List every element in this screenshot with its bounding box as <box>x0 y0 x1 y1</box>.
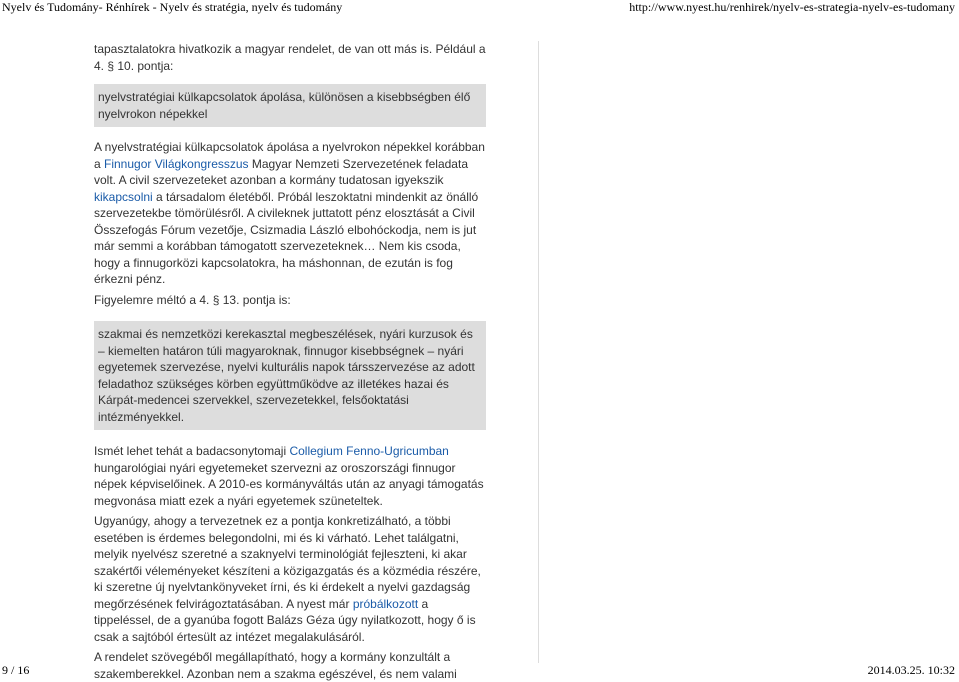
paragraph-intro: tapasztalatokra hivatkozik a magyar rendelet, de van ott más is. Például a 4. § 10. pontja: <box>94 42 486 73</box>
link-kikapcsolni[interactable]: kikapcsolni <box>94 189 153 204</box>
link-finnugor-vilagkongresszus[interactable]: Finnugor Világkongresszus <box>104 156 249 171</box>
paragraph-civil: A nyelvstratégiai külkapcsolatok ápolása a nyelvrokon népekkel korábban a Finnugor Világkongresszus Magyar Nemzeti Szervezetének feladata volt. A civil szervezeteket azonban a kormány tudatosan igyekszik kikapcsolni a társadalom életéből. Próbál leszoktatni mindenkit az önálló szervezetekbe tömörülésről. A civileknek juttatott pénz elosztását a Civil Összefogás Fórum vezetője, Csizmadia László elbohóckodja, nem is jut már semmi a korábban támogatott szervezeteknek… Nem kis csoda, hogy a finnugorközi kapcsolatokra, ha máshonnan, de ezután is fog érkezni pénz. <box>94 140 485 286</box>
print-header-url: http://www.nyest.hu/renhirek/nyelv-es-strategia-nyelv-es-tudomany <box>629 0 955 14</box>
article-body <box>94 41 486 682</box>
link-collegium-fenno-ugricum[interactable]: Collegium Fenno-Ugricumban <box>289 444 449 458</box>
paragraph-konzultacio: A rendelet szövegéből megállapítható, hogy a kormány konzultált a szakemberekkel. Azonban nem a szakma egészével, és nem valami <box>94 650 457 681</box>
link-probalkozott[interactable]: próbálkozott <box>352 596 419 611</box>
blockquote-10 <box>94 84 486 127</box>
print-header-title: Nyelv és Tudomány- Rénhírek - Nyelv és stratégia, nyelv és tudomány <box>2 0 343 14</box>
print-date: 2014.03.25. 10:32 <box>867 663 955 677</box>
paragraph-point-13: Figyelemre méltó a 4. § 13. pontja is: <box>94 292 291 307</box>
paragraph-tippeles: Ugyanúgy, ahogy a tervezetnek ez a pontja konkretizálható, a többi esetében is érdemes belegondolni, mi és ki várható. Lehet találgatni, melyik nyelvész szeretné a szaknyelvi terminológiát fejleszteni, ki akar szakértői véleményeket készíteni a közigazgatás és a közmédia részére, ki szeretne új nyelvtankönyveket írni, és ki érdekelt a nyelvi gazdagság megőrzésének felvirágoztatásában. A nyest már próbálkozott a tippeléssel, de a gyanúba fogott Balázs Géza úgy nyilatkozott, hogy ő is csak a sajtóból értesült az intézet megalakulásáról. <box>94 514 481 644</box>
page-number: 9 / 16 <box>2 663 30 677</box>
blockquote-13-text: szakmai és nemzetközi kerekasztal megbeszélések, nyári kurzusok és – kiemelten határon túli magyaroknak, finnugor kisebbségnek – nyári egyetemek szervezése, nyelvi kulturális napok társszervezése az adott feladathoz szükséges körben együttműködve az illetékes hazai és Kárpát-medencei szervekkel, szervezetekkel, felsőoktatási intézményekkel. <box>98 327 475 424</box>
print-footer <box>0 663 959 676</box>
paragraph-collegium: Ismét lehet tehát a badacsonytomaji Collegium Fenno-Ugricumban hungarológiai nyári egyetemeket szervezni az oroszországi finnugor népek képviselőinek. A 2010-es kormányváltás után az anyagi támogatás megvonása miatt ezek a nyári egyetemek szüneteltek. <box>94 444 484 508</box>
blockquote-10-text: nyelvstratégiai külkapcsolatok ápolása, különösen a kisebbségben élő nyelvrokon népekkel <box>98 90 471 121</box>
print-header <box>0 0 959 16</box>
sidebar-divider <box>538 41 539 663</box>
blockquote-13 <box>94 321 486 430</box>
